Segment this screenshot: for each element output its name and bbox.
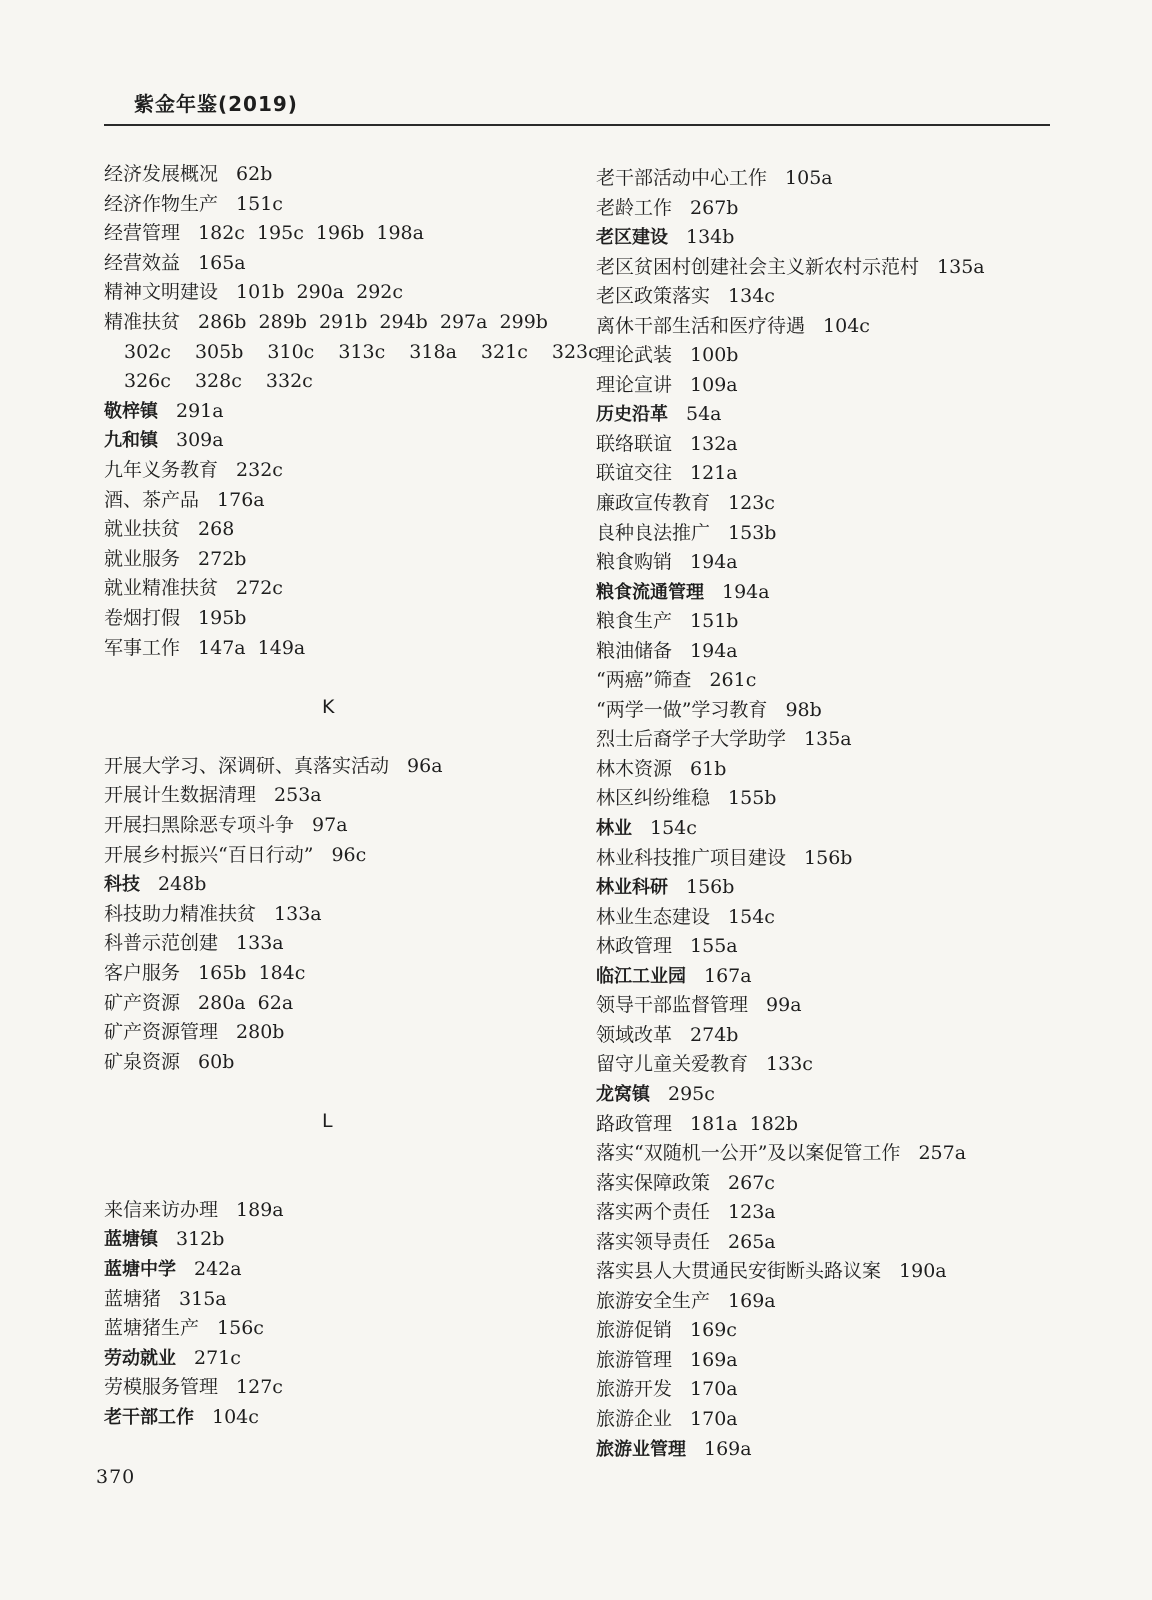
index-entry-page-refs: 302c 305b 310c 313c 318a 321c 323c [124,340,599,363]
index-entry-page-refs: 272b [198,547,247,570]
index-entry [104,1344,574,1374]
index-entry-page-refs: 105a [785,167,833,189]
running-header-title: 紫金年鉴(2019) [134,92,298,116]
index-entry-term: 老区贫困村创建社会主义新农村示范村 [596,255,920,278]
index-entry [596,1139,1026,1169]
index-entry-page-refs: 268 [198,518,235,541]
index-entry-page-refs: 257a [918,1142,967,1165]
index-entry [596,1228,1026,1258]
index-entry-term: 林木资源 [596,757,673,780]
index-entry-term: 领域改革 [596,1023,673,1046]
index-entry-page-refs: 96a [407,754,443,777]
index-entry [104,278,574,308]
index-entry-term: 联络联谊 [596,432,673,455]
index-entry-term: 旅游开发 [596,1378,673,1401]
index-entry-page-refs: 135a [937,255,985,278]
index-column-left [104,160,599,1433]
index-entry-page-refs: 315a [179,1287,227,1310]
index-entry-page-refs: 194a [690,639,738,662]
index-entry-term: 科技助力精准扶贫 [104,902,257,925]
index-entry [596,1316,1026,1346]
index-entry-term: 老干部工作 [104,1406,194,1428]
index-entry-page-refs: 54a [686,403,722,426]
index-entry-term: 劳动就业 [104,1347,176,1369]
index-entry [104,515,574,545]
index-entry [596,489,1026,519]
index-entry-term: 精准扶贫 [104,310,181,333]
index-entry-term: 龙窝镇 [596,1083,650,1105]
section-spacer [104,663,574,693]
index-entry-page-refs: 133a [274,902,322,925]
section-spacer [104,1077,574,1107]
index-column-right [596,164,1026,1464]
index-entry-page-refs: 291a [176,399,224,422]
index-entry-term: 就业扶贫 [104,518,181,541]
index-entry-continuation [104,338,599,368]
index-entry-term: 开展乡村振兴“百日行动” [104,843,314,866]
index-entry-page-refs: 253a [274,784,322,807]
index-entry [104,1018,574,1048]
index-entry-term: 粮食流通管理 [596,581,704,603]
index-entry-term: 经营管理 [104,222,181,245]
index-entry [596,1169,1026,1199]
section-spacer [104,722,574,752]
index-entry-term: 理论武装 [596,344,673,367]
index-entry-page-refs: 156b [686,876,735,899]
index-entry-page-refs: 267b [690,196,739,219]
index-entry-term: 九年义务教育 [104,458,219,481]
index-entry-term: 落实两个责任 [596,1201,711,1224]
index-entry [596,1375,1026,1405]
index-entry-page-refs: 169c [690,1319,737,1342]
index-entry-term: 经济发展概况 [104,163,219,185]
index-entry-page-refs: 99a [766,994,802,1017]
index-entry [104,456,574,486]
index-entry-page-refs: 132a [690,432,738,455]
index-entry-page-refs: 194a [722,580,770,603]
index-entry [596,903,1026,933]
index-entry-page-refs: 312b [176,1228,225,1251]
index-entry-term: 科普示范创建 [104,932,219,955]
index-entry-page-refs: 151c [236,192,283,215]
index-entry-page-refs: 272c [236,577,283,600]
index-entry [596,1435,1026,1465]
index-entry-term: 粮油储备 [596,639,673,662]
index-entry [104,1048,574,1078]
index-entry-page-refs: 97a [312,814,348,837]
index-entry-page-refs: 190a [899,1260,947,1283]
index-entry-term: 老龄工作 [596,196,673,219]
index-entry [596,1257,1026,1287]
index-entry-term: 就业服务 [104,547,181,570]
index-entry [596,282,1026,312]
index-entry-page-refs: 189a [236,1198,284,1221]
index-entry-term: 林业科研 [596,877,668,899]
index-entry [104,841,574,871]
index-entry [596,548,1026,578]
index-entry-term: 科技 [104,874,140,896]
index-entry-term: 就业精准扶贫 [104,577,219,600]
index-entry-term: 林区纠纷维稳 [596,787,711,810]
index-entry [596,164,1026,194]
section-spacer [104,1137,574,1167]
index-entry-page-refs: 267c [728,1171,775,1194]
index-entry-term: 落实县人大贯通民安街断头路议案 [596,1260,882,1283]
index-entry [104,574,574,604]
index-entry-term: 矿产资源管理 [104,1021,219,1044]
index-entry-term: 历史沿革 [596,404,668,426]
index-entry-term: 良种良法推广 [596,521,711,544]
index-entry [596,607,1026,637]
index-entry-page-refs: 135a [804,728,852,751]
index-entry [596,1287,1026,1317]
page-number: 370 [96,1466,136,1488]
index-entry [104,604,574,634]
index-entry-term: 落实保障政策 [596,1171,711,1194]
index-entry-page-refs: 280b [236,1021,285,1044]
index-entry [104,160,574,190]
index-entry-page-refs: 169a [704,1437,752,1460]
index-entry-term: 精神文明建设 [104,281,219,304]
index-entry-term: 酒、茶产品 [104,488,200,511]
index-entry [596,755,1026,785]
index-entry-page-refs: 248b [158,873,207,896]
index-entry [596,459,1026,489]
index-entry-term: 经营效益 [104,251,181,274]
index-entry-term: 经济作物生产 [104,192,219,215]
index-entry-page-refs: 147a 149a [198,636,306,659]
index-entry-page-refs: 60b [198,1050,235,1073]
index-entry [104,308,574,338]
index-entry [596,666,1026,696]
index-entry-page-refs: 133a [236,932,284,955]
index-entry-term: 劳模服务管理 [104,1376,219,1399]
index-entry-page-refs: 169a [690,1348,738,1371]
index-entry-term: 军事工作 [104,636,181,659]
index-entry [596,578,1026,608]
index-entry-term: 开展大学习、深调研、真落实活动 [104,754,390,777]
index-entry [596,430,1026,460]
index-entry-page-refs: 155a [690,935,738,958]
index-entry [596,253,1026,283]
index-entry-term: 路政管理 [596,1112,673,1135]
index-entry-page-refs: 194a [690,551,738,574]
index-entry-page-refs: 133c [766,1053,813,1076]
index-entry-page-refs: 134b [686,226,735,249]
header-rule [104,124,1050,126]
index-entry-term: “两学一做”学习教育 [596,698,768,721]
index-entry-page-refs: 165b 184c [198,962,306,985]
index-entry-page-refs: 182c 195c 196b 198a [198,222,424,245]
index-entry-page-refs: 153b [728,521,777,544]
index-entry-page-refs: 165a [198,251,246,274]
index-entry [596,1080,1026,1110]
index-entry-page-refs: 154c [650,817,697,840]
index-entry [104,426,574,456]
index-entry-term: 理论宣讲 [596,373,673,396]
index-entry [104,1314,574,1344]
index-entry [104,1255,574,1285]
index-entry-page-refs: 309a [176,429,224,452]
index-entry [596,932,1026,962]
index-entry [104,959,574,989]
index-entry [104,900,574,930]
index-entry [104,870,574,900]
index-entry [596,637,1026,667]
index-entry [104,486,574,516]
index-entry-page-refs: 170a [690,1378,738,1401]
index-entry-page-refs: 274b [690,1023,739,1046]
index-entry [596,1405,1026,1435]
index-entry-page-refs: 295c [668,1082,715,1105]
index-entry [596,1050,1026,1080]
index-entry [596,873,1026,903]
index-entry-term: 旅游管理 [596,1348,673,1371]
index-entry [104,1373,574,1403]
index-entry-page-refs: 134c [728,285,775,308]
index-entry-term: 领导干部监督管理 [596,994,749,1017]
index-entry-page-refs: 123c [728,492,775,515]
index-entry-term: 粮食生产 [596,610,673,633]
index-entry-page-refs: 121a [690,462,738,485]
index-entry-page-refs: 181a 182b [690,1112,799,1135]
index-entry-term: 老区建设 [596,227,668,249]
index-entry-term: 开展计生数据清理 [104,784,257,807]
index-entry [104,1285,574,1315]
index-entry-term: 卷烟打假 [104,606,181,629]
index-entry-term: 蓝塘猪生产 [104,1317,200,1340]
index-entry-page-refs: 123a [728,1201,776,1224]
index-entry-page-refs: 176a [217,488,265,511]
index-entry [596,194,1026,224]
index-entry-term: 蓝塘镇 [104,1229,158,1251]
index-entry [596,814,1026,844]
section-spacer [104,1166,574,1196]
index-entry-term: 落实领导责任 [596,1230,711,1253]
index-entry-page-refs: 100b [690,344,739,367]
index-entry [104,545,574,575]
index-entry [596,725,1026,755]
index-entry-term: 临江工业园 [596,965,686,987]
index-entry-term: 廉政宣传教育 [596,492,711,515]
index-entry [104,190,574,220]
section-letter: K [322,695,335,718]
index-entry [104,249,574,279]
index-entry-page-refs: 169a [728,1289,776,1312]
index-entry-term: 落实“双随机一公开”及以案促管工作 [596,1142,901,1165]
index-entry-term: 矿泉资源 [104,1050,181,1073]
index-entry-term: 旅游企业 [596,1407,673,1430]
index-entry-page-refs: 242a [194,1257,242,1280]
index-entry [596,1021,1026,1051]
index-entry [596,312,1026,342]
index-entry [104,811,574,841]
index-entry-page-refs: 104c [823,314,870,337]
index-entry-term: 林业科技推广项目建设 [596,846,787,869]
index-entry [596,400,1026,430]
index-entry-page-refs: 170a [690,1407,738,1430]
index-entry-page-refs: 265a [728,1230,776,1253]
index-entry-term: 旅游业管理 [596,1438,686,1460]
index-entry-term: 九和镇 [104,430,158,452]
index-entry [104,219,574,249]
index-entry [596,1198,1026,1228]
index-entry-term: 老区政策落实 [596,285,711,308]
index-entry-term: 蓝塘中学 [104,1258,176,1280]
section-letter: L [322,1110,333,1132]
index-entry-term: 来信来访办理 [104,1198,219,1221]
index-entry [596,371,1026,401]
index-entry-term: 开展扫黑除恶专项斗争 [104,814,295,837]
index-entry [596,962,1026,992]
index-entry [596,696,1026,726]
index-entry [104,1196,574,1226]
index-entry-page-refs: 271c [194,1346,241,1369]
index-entry-page-refs: 104c [212,1405,259,1428]
index-entry-page-refs: 96c [331,843,367,866]
index-entry [596,1346,1026,1376]
index-entry [104,1403,574,1433]
index-entry-page-refs: 232c [236,458,283,481]
index-entry-term: 敬梓镇 [104,400,158,422]
index-entry-page-refs: 156b [804,846,853,869]
index-entry [104,929,574,959]
index-entry-page-refs: 101b 290a 292c [236,281,404,304]
index-entry-term: 林业生态建设 [596,905,711,928]
index-entry [596,991,1026,1021]
index-entry-term: 旅游促销 [596,1319,673,1342]
index-entry-page-refs: 195b [198,606,247,629]
index-entry-page-refs: 286b 289b 291b 294b 297a 299b [198,310,548,333]
index-entry [596,223,1026,253]
index-entry-term: 粮食购销 [596,551,673,574]
index-entry-continuation [104,367,574,397]
index-entry [596,519,1026,549]
index-entry [596,1110,1026,1140]
index-entry-page-refs: 62b [236,163,273,185]
index-entry-page-refs: 155b [728,787,777,810]
index-entry-page-refs: 280a 62a [198,991,294,1014]
index-entry-term: 联谊交往 [596,462,673,485]
index-entry-term: 林业 [596,818,632,840]
index-entry-page-refs: 167a [704,964,752,987]
index-entry-page-refs: 261c [709,669,757,692]
index-entry-term: 老干部活动中心工作 [596,167,768,189]
index-entry-page-refs: 156c [217,1317,264,1340]
index-entry-term: 烈士后裔学子大学助学 [596,728,787,751]
index-entry-page-refs: 61b [690,757,727,780]
index-entry-page-refs: 109a [690,373,738,396]
index-entry [104,781,574,811]
index-entry [104,752,574,782]
index-entry [596,784,1026,814]
index-entry [596,341,1026,371]
index-entry-term: 蓝塘猪 [104,1287,162,1310]
index-entry-page-refs: 326c 328c 332c [124,370,313,393]
index-entry [596,844,1026,874]
index-entry [104,634,574,664]
index-entry-term: 离休干部生活和医疗待遇 [596,314,806,337]
index-entry-page-refs: 98b [785,698,822,721]
index-entry-term: 矿产资源 [104,991,181,1014]
index-entry-term: 留守儿童关爱教育 [596,1053,749,1076]
index-entry-term: 旅游安全生产 [596,1289,711,1312]
index-entry-term: “两癌”筛查 [596,669,692,692]
index-entry [104,989,574,1019]
index-entry-page-refs: 127c [236,1376,283,1399]
index-entry [104,1225,574,1255]
index-entry-page-refs: 154c [728,905,775,928]
index-entry [104,397,574,427]
index-entry-term: 客户服务 [104,962,181,985]
index-entry-term: 林政管理 [596,935,673,958]
index-entry-page-refs: 151b [690,610,739,633]
